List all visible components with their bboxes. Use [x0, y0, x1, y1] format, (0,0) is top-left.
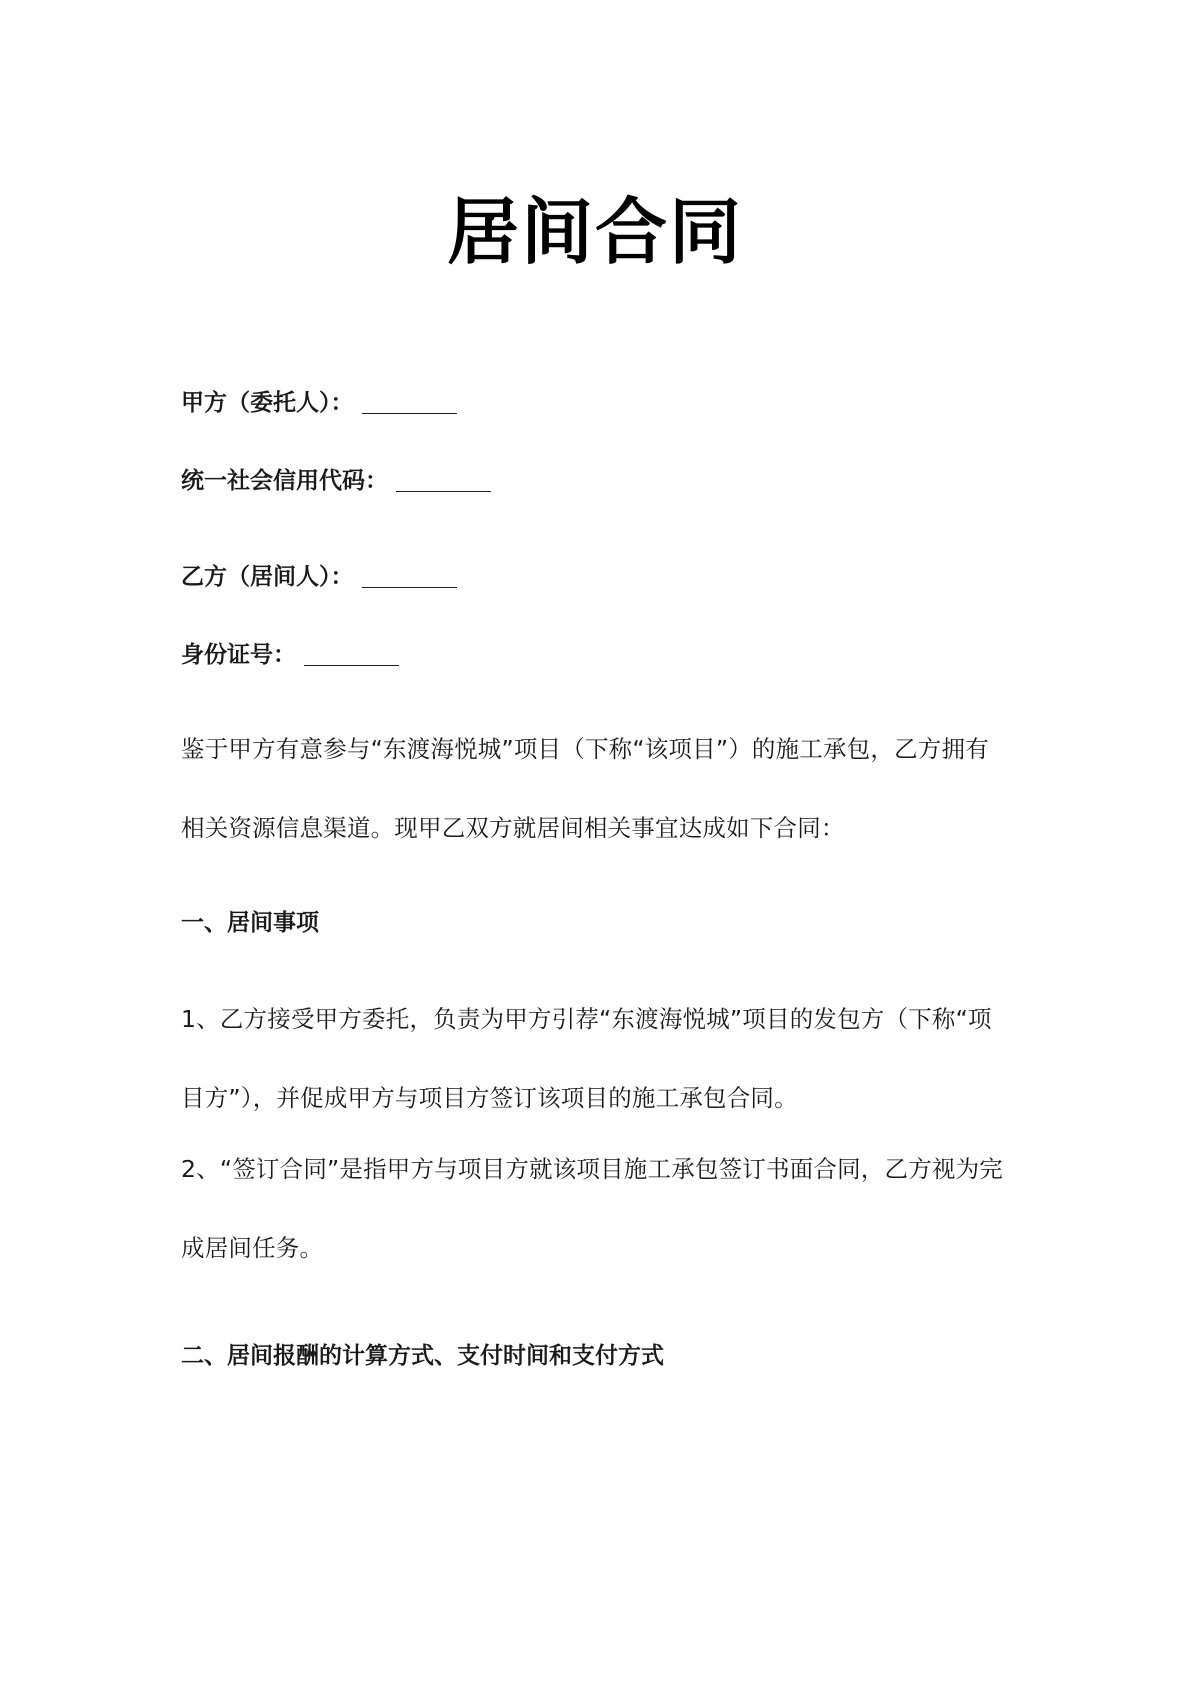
party-b-blank[interactable]: [362, 567, 457, 588]
section-1-heading: 一、居间事项: [181, 910, 319, 936]
id-number-label: 身份证号：: [181, 642, 296, 668]
section-2-heading: 二、居间报酬的计算方式、支付时间和支付方式: [181, 1343, 664, 1369]
party-b-field: [181, 566, 457, 589]
party-a-blank[interactable]: [362, 393, 457, 414]
id-number-blank[interactable]: [304, 645, 399, 666]
clause-2: 2、“签订合同”是指甲方与项目方就该项目施工承包签订书面合同，乙方视为完成居间任务。: [181, 1155, 1003, 1262]
preamble-paragraph: 鉴于甲方有意参与“东渡海悦城”项目（下称“该项目”）的施工承包，乙方拥有相关资源信息渠道。现甲乙双方就居间相关事宜达成如下合同：: [181, 735, 989, 842]
party-a-label: 甲方（委托人）：: [181, 390, 354, 416]
credit-code-blank[interactable]: [396, 471, 491, 492]
credit-code-field: [181, 470, 491, 493]
party-b-label: 乙方（居间人）：: [181, 564, 354, 590]
credit-code-label: 统一社会信用代码：: [181, 468, 388, 494]
id-number-field: [181, 644, 399, 667]
party-a-field: [181, 392, 457, 415]
document-title: 居间合同: [446, 189, 743, 274]
clause-1: 1、乙方接受甲方委托，负责为甲方引荐“东渡海悦城”项目的发包方（下称“项目方”），并促成甲方与项目方签订该项目的施工承包合同。: [181, 1005, 992, 1112]
